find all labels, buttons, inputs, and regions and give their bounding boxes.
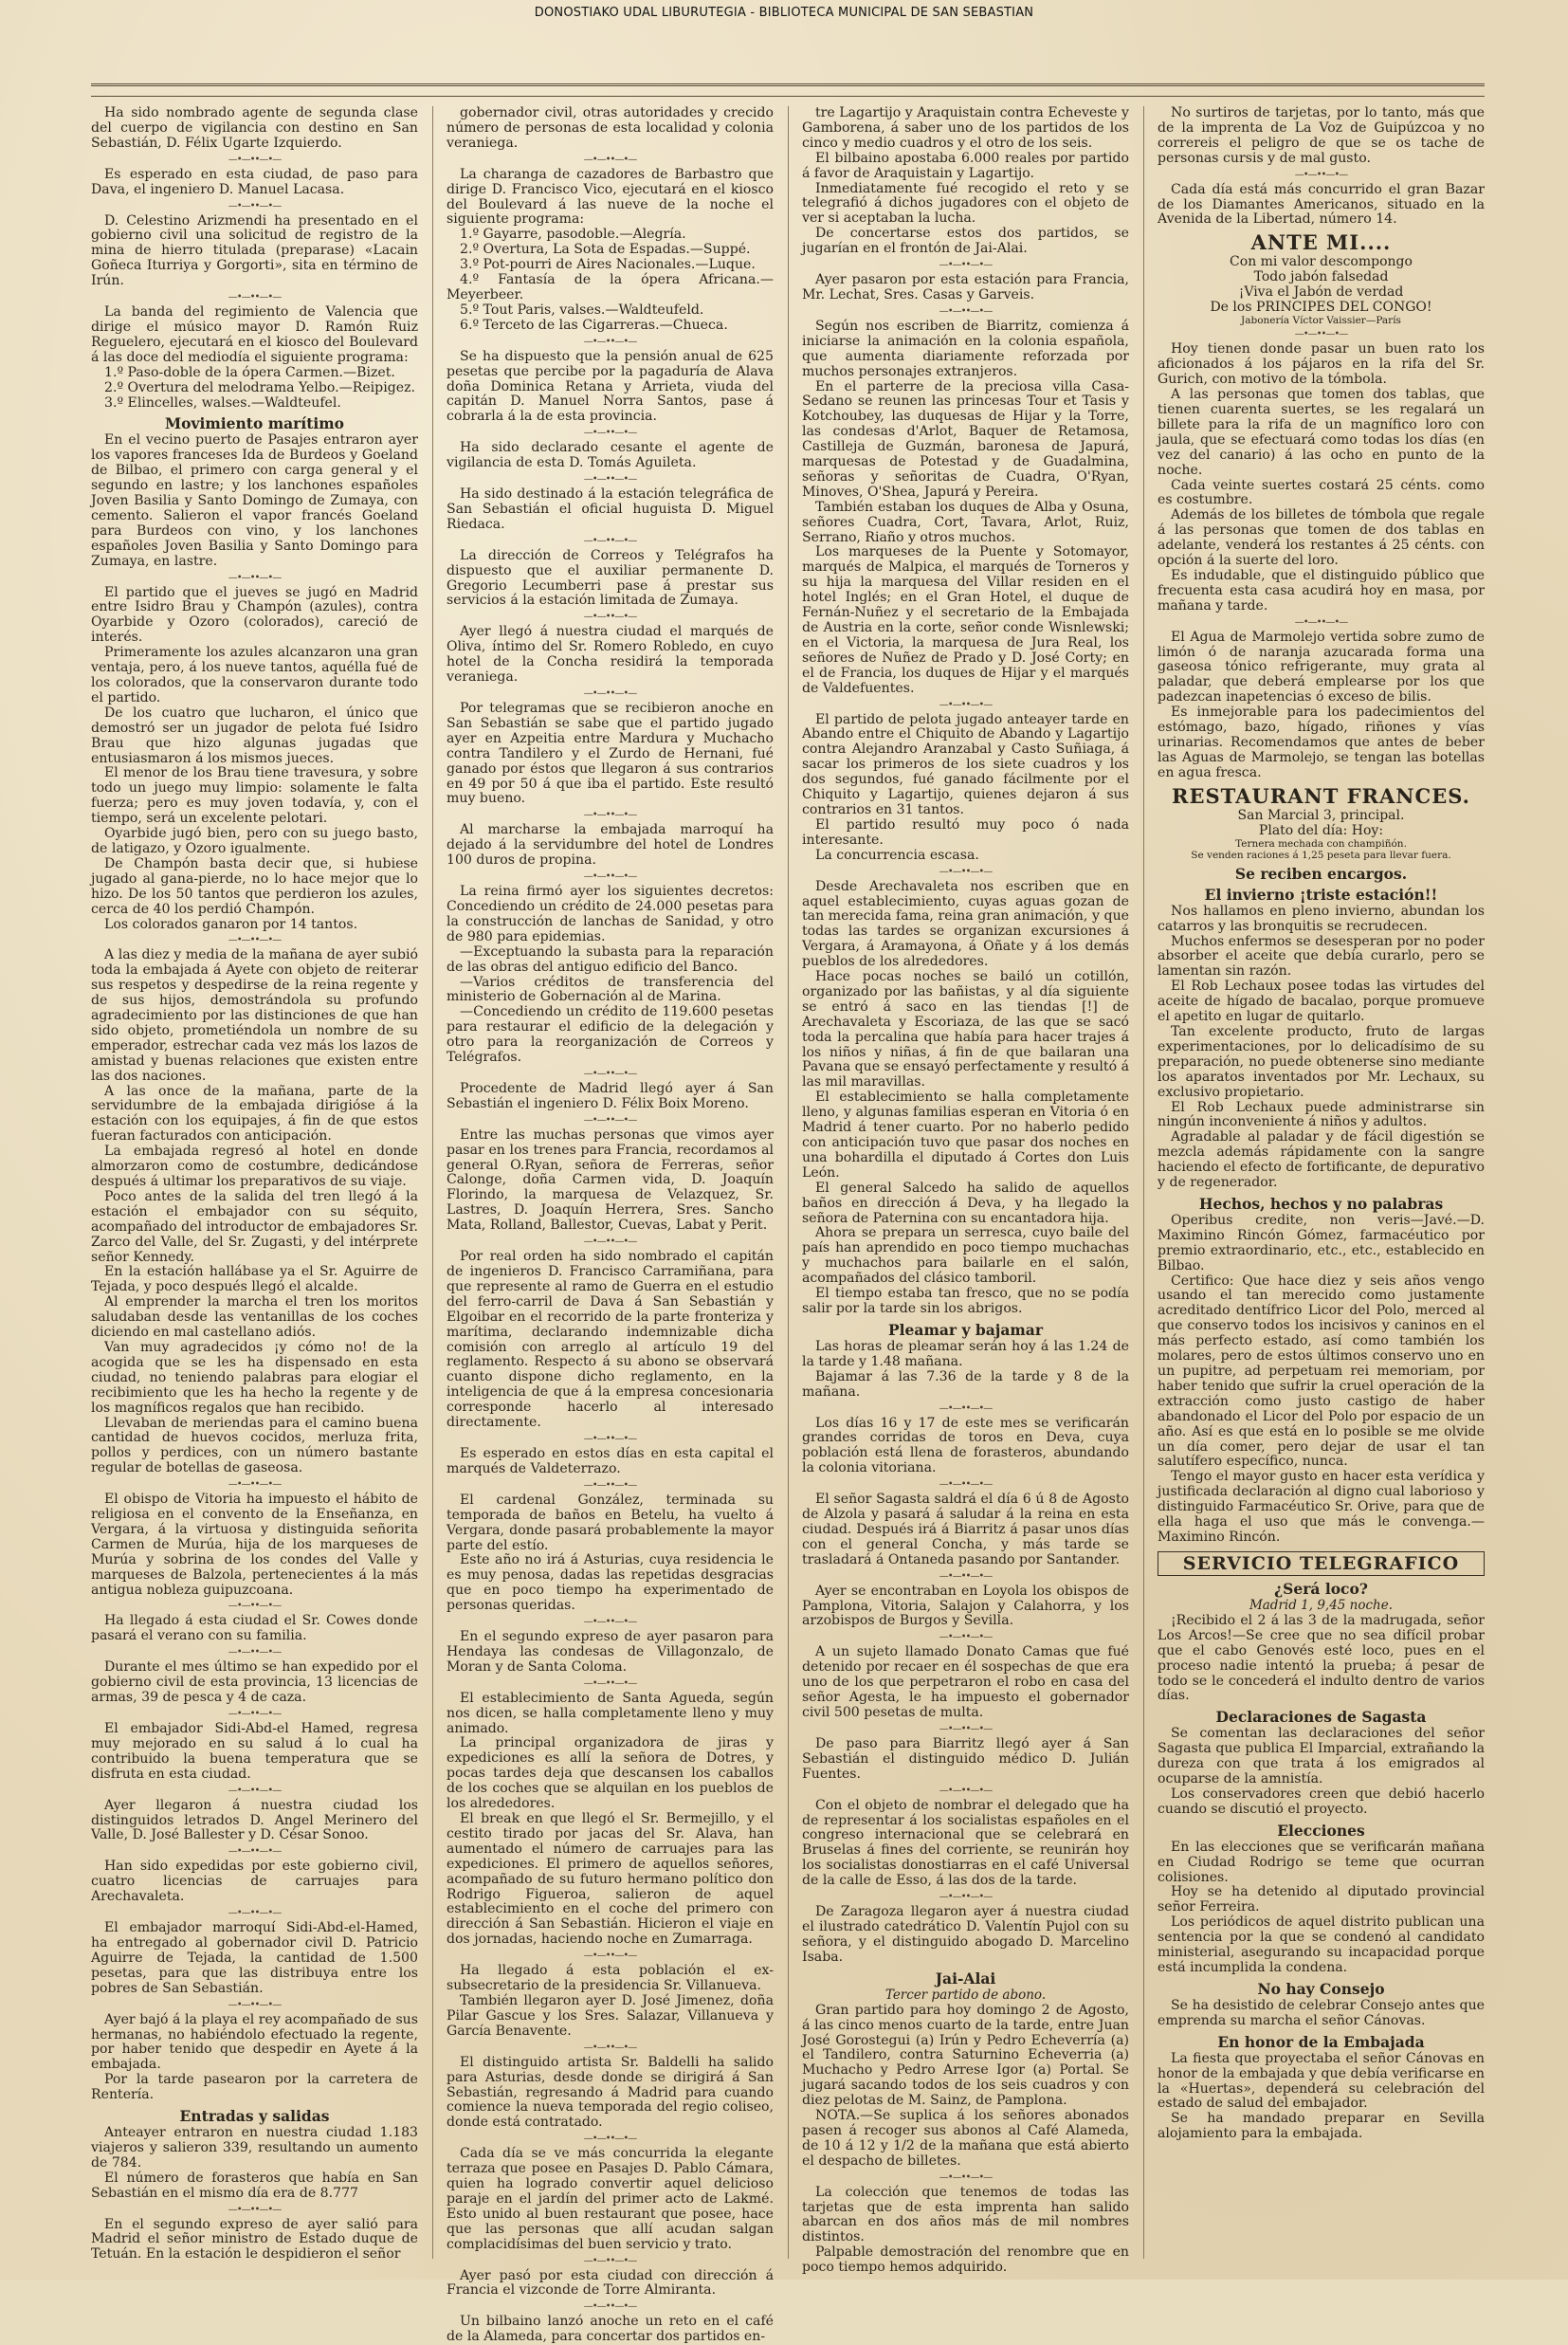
separator: —•—••—•— [228, 1785, 282, 1796]
column-3 [802, 105, 1129, 2276]
news-item: Ha sido nombrado agente de segunda clase del cuerpo de vigilancia con destino en San Sebastián, D. Félix Ugarte Izquierdo. [91, 105, 418, 151]
news-item: gobernador civil, otras autoridades y crecido número de personas de esta localidad y colonia veraniega. [447, 105, 774, 151]
news-item: ¡Recibido el 2 á las 3 de la madrugada, señor Los Arcos!—Se cree que no sea difícil probar que el cabo Genovés esté loco, pues en el proceso nadie intentó la prueba; á pesar de todo se le concederá el indulto dentro de varios días. [1158, 1612, 1485, 1704]
news-item: La banda del regimiento de Valencia que dirige el músico mayor D. Ramón Ruiz Reguelero, ejecutará en el kiosco del Boulevard á las doce del mediodía el siguiente programa: [91, 304, 418, 365]
news-item: El señor Sagasta saldrá el día 6 ú 8 de Agosto de Alzola y pasará á saludar á la reina en esta ciudad. Después irá á Biarritz á pasar unos días con el general Concha, y más tarde se trasladará á Ontaneda pasando por Santander. [802, 1492, 1129, 1567]
program-item: 4.º Fantasía de la ópera Africana.—Meyerbeer. [447, 272, 774, 302]
news-item: Los días 16 y 17 de este mes se verificarán grandes corridas de toros en Deva, cuya población está llena de forasteros, abundando la colonia vitoriana. [802, 1415, 1129, 1476]
separator: —•—••—•— [939, 1570, 993, 1582]
news-item: Es inmejorable para los padecimientos del estómago, bazo, hígado, riñones y vías urinarias. Recomendamos que antes de beber las Aguas de Marmolejo, se tengan las botellas en agua fresca. [1158, 705, 1485, 780]
separator: —•—••—•— [583, 474, 637, 485]
ad-title: RESTAURANT FRANCES. [1172, 783, 1470, 808]
news-item: El Agua de Marmolejo vertida sobre zumo de limón ó de naranja azucarada forma una gaseosa tónico refrigerante, muy grata al paladar, que deberá emplearse por los que padezcan inapetencias ó exceso de bilis. [1158, 629, 1485, 705]
column-1 [91, 105, 418, 2263]
separator: —•—••—•— [583, 336, 637, 347]
news-item: Anteayer entraron en nuestra ciudad 1.183 viajeros y salieron 339, resultando un aumento de 784. [91, 2125, 418, 2171]
news-item: La dirección de Correos y Telégrafos ha dispuesto que el auxiliar permanente D. Gregorio Lecumberri pase á prestar sus servicios á la estación limitada de Zumaya. [447, 547, 774, 609]
section-subheading: Tercer partido de abono. [884, 1987, 1047, 2003]
news-item: Agradable al paladar y de fácil digestión se mezcla además rápidamente con la sangre haciendo el efecto de fortificante, de depurativo y de regenerador. [1158, 1129, 1485, 1191]
news-item: Oyarbide jugó bien, pero con su juego basto, de latigazo, y Ozoro igualmente. [91, 826, 418, 856]
separator: —•—••—•— [583, 871, 637, 883]
section-heading: Hechos, hechos y no palabras [1198, 1194, 1444, 1213]
separator: —•—••—•— [583, 1433, 637, 1444]
separator: —•—••—•— [583, 1114, 637, 1126]
news-item: Además de los billetes de tómbola que regale á las personas que tomen de dos tablas en adelante, venderá los restantes á 25 cénts. con opción á la suerte del loro. [1158, 507, 1485, 569]
separator: —•—••—•— [583, 688, 637, 699]
news-item: Han sido expedidas por este gobierno civil, cuatro licencias de carruajes para Arechavaleta. [91, 1859, 418, 1905]
separator: —•—••—•— [228, 1999, 282, 2010]
news-item: El número de forasteros que había en San Sebastián en el mismo día era de 8.777 [91, 2170, 418, 2201]
separator: —•—••—•— [583, 1479, 637, 1491]
news-item: El distinguido artista Sr. Baldelli ha salido para Asturias, desde donde se dirigirá á San Sebastián, regresando á Madrid para cuando comience la nueva temporada del regio coliseo, donde está contratado. [447, 2054, 774, 2131]
telegraph-banner: SERVICIO TELEGRAFICO [1158, 1551, 1485, 1576]
news-item: Llevaban de meriendas para el camino buena cantidad de huevos cocidos, merluza frita, pollos y perdices, con un número bastante regular de botellas de gaseosa. [91, 1415, 418, 1476]
news-item: D. Celestino Arizmendi ha presentado en el gobierno civil una solicitud de registro de la mina de hierro titulada (preparase) «Lacain Goñeca Iturriya y Gorgorti», sita en término de Irún. [91, 212, 418, 289]
program-item: 2.º Overtura del melodrama Yelbo.—Reipigez. [104, 379, 415, 395]
section-heading: Movimiento marítimo [165, 414, 344, 433]
news-item: A las personas que tomen dos tablas, que tienen cuarenta suertes, se les regalará un billete para la rifa de un magnífico loro con jaula, que se efectuará como todas los días (en vez del canario) á las ocho en punto de la noche. [1158, 387, 1485, 478]
news-item: Ayer bajó á la playa el rey acompañado de sus hermanas, no habiéndolo efectuado la regente, por haber tenido que despedir en Ayete á la embajada. [91, 2011, 418, 2073]
ad-title: ANTE MI.... [1250, 230, 1392, 255]
news-item: El establecimiento de Santa Agueda, según nos dicen, se halla completamente lleno y muy animado. [447, 1690, 774, 1736]
news-item: En el segundo expreso de ayer pasaron para Hendaya las condesas de Villagonzalo, de Moran y de Santa Coloma. [447, 1629, 774, 1675]
separator: —•—••—•— [583, 1677, 637, 1689]
news-item: De Champón basta decir que, si hubiese jugado al gana-pierde, no lo hace mejor que lo hizo. De los 50 tantos que perdieron los azules, cerca de 40 los perdió Champón. [91, 855, 418, 917]
news-item: Gran partido para hoy domingo 2 de Agosto, á las cinco menos cuarto de la tarde, entre Juan José Gorostegui (a) Irún y Pedro Echeverría (a) el Tandilero, contra Saturnino Echeverria (a) Muchacho y Pedro Arrese Igor (a) Portal. Se jugará sacando todos de los seis cuadros y con diez pelotas de M. Sainz, de Pamplona. [802, 2002, 1129, 2109]
news-item: También llegaron ayer D. José Jimenez, doña Pilar Gascue y los Sres. Salazar, Villanueva y García Benavente. [447, 1992, 774, 2039]
news-item: También estaban los duques de Alba y Osuna, señores Cuadra, Cort, Tavara, Arlot, Ruiz, Serrano, Riaño y otros muchos. [802, 499, 1129, 545]
news-item: Ahora se prepara un serresca, cuyo baile del país han aprendido en poco tiempo muchachas y muchachos para bailarle en el salón, acompañados del clásico tamboril. [802, 1225, 1129, 1287]
news-item: Es esperado en estos días en esta capital el marqués de Valdeterrazo. [447, 1445, 774, 1476]
news-item: Se ha desistido de celebrar Consejo antes que emprenda su marcha el señor Cánovas. [1158, 1997, 1485, 2028]
separator: —•—••—•— [228, 1846, 282, 1858]
news-item: El general Salcedo ha salido de aquellos baños en dirección á Deva, y ha llegado la señora de Paternina con su encantadora hija. [802, 1180, 1129, 1226]
program-item: 5.º Tout Paris, valses.—Waldteufeld. [460, 302, 704, 318]
news-item: Inmediatamente fué recogido el reto y se telegrafió á dichos jugadores con el objeto de ver si aceptaban la lucha. [802, 180, 1129, 227]
news-item: La embajada regresó al hotel en donde almorzaron como de costumbre, dedicándose después á ultimar los preparativos de su viaje. [91, 1144, 418, 1189]
news-item: En el segundo expreso de ayer salió para Madrid el señor ministro de Estado duque de Tetuán. En la estación le despidieron el señor [91, 2216, 418, 2263]
separator: —•—••—•— [583, 810, 637, 821]
separator: —•—••—•— [939, 1892, 993, 1903]
separator: —•—••—•— [228, 200, 282, 211]
news-item: Hoy se ha detenido al diputado provincial señor Ferreira. [1158, 1884, 1485, 1915]
news-item: Operibus credite, non veris—Javé.—D. Maximino Rincón Gómez, farmacéutico por premio extraordinario, etc., etc., establecido en Bilbao. [1158, 1212, 1485, 1273]
section-heading: En honor de la Embajada [1217, 2032, 1425, 2051]
news-item: Ayer pasaron por esta estación para Francia, Mr. Lechat, Sres. Casas y Garveis. [802, 272, 1129, 302]
ad-line: Plato del día: Hoy: [1258, 822, 1384, 838]
news-item: Procedente de Madrid llegó ayer á San Sebastián el ingeniero D. Félix Boix Moreno. [447, 1080, 774, 1111]
news-item: Hoy tienen donde pasar un buen rato los aficionados á los pájaros en la rifa del Sr. Gurich, con motivo de la tómbola. [1158, 341, 1485, 388]
news-item: La concurrencia escasa. [815, 847, 979, 863]
separator: —•—••—•— [939, 305, 993, 317]
separator: —•—••—•— [939, 1479, 993, 1491]
news-item: Hace pocas noches se bailó un cotillón, organizado por las bañistas, y al día siguiente se entró á saco en las tiendas [!] de Arechavaleta y Escoriaza, de las que se sacó toda la percalina que había para hacer trajes á los niños y niñas, á fin de que bailaran una Pavana que se ensayó perfectamente y resultó á las mil maravillas. [802, 969, 1129, 1090]
column-rule [1143, 106, 1144, 2259]
program-item: 3.º Pot-pourri de Aires Nacionales.—Luque. [460, 257, 756, 273]
column-rule [432, 106, 433, 2259]
separator: —•—••—•— [228, 292, 282, 303]
news-item: El menor de los Brau tiene travesura, y sobre todo un juego muy limpio: solamente le falta fuerza; pero es muy joven todavía, y, con el tiempo, será un excelente pelotari. [91, 765, 418, 827]
ad-line: Jabonería Víctor Vaissier—París [1241, 315, 1401, 327]
news-item: Certifico: Que hace diez y seis años vengo usando el tan merecido como justamente acreditado dentífrico Licor del Polo, merced al que conservo todos los incisivos y caninos en el más perfecto estado, así como también los molares, pero de estos últimos conservo uno en un pupitre, ad perpetuam rei memoriam, por haber tenido que sufrir la cruel operación de la extracción como justo castigo de haber abandonado el Licor del Polo por espacio de un año. Así es que está en lo posible se me olvide un día comer, pero dejar de usar el tan salutífero específico, nunca. [1158, 1273, 1485, 1470]
separator: —•—••—•— [1294, 616, 1348, 628]
separator: —•—••—•— [1294, 169, 1348, 180]
section-heading: Jai-Alai [935, 1969, 996, 1988]
separator: —•—••—•— [228, 1709, 282, 1719]
news-item: El Rob Lechaux puede administrarse sin ningún inconveniente á niños y adultos. [1158, 1099, 1485, 1130]
separator: —•—••—•— [228, 1601, 282, 1612]
news-item: En la estación hallábase ya el Sr. Aguirre de Tejada, y poco después llegó el alcalde. [91, 1264, 418, 1295]
news-item: La colección que tenemos de todas las tarjetas que de esta imprenta han salido abarcan en dos años más de mil nombres distintos. [802, 2184, 1129, 2245]
separator: —•—••—•— [583, 1237, 637, 1248]
news-item: De concertarse estos dos partidos, se jugarían en el frontón de Jai-Alai. [802, 226, 1129, 257]
news-item: En las elecciones que se verificarán mañana en Ciudad Rodrigo se teme que ocurran colisiones. [1158, 1839, 1485, 1885]
news-item: Van muy agradecidos ¡y cómo no! de la acogida que se les ha dispensado en esta ciudad, no teniendo palabras para elogiar el recibimiento que les ha hecho la regente y de los magníficos regalos que han recibido. [91, 1339, 418, 1416]
news-item: Ayer llegaron á nuestra ciudad los distinguidos letrados D. Angel Merinero del Valle, D. José Ballester y D. César Sonoo. [91, 1797, 418, 1843]
news-item: A las once de la mañana, parte de la servidumbre de la embajada dirigióse á la estación con los equipajes, á fin de que estos fueran facturados con anticipación. [91, 1083, 418, 1145]
news-item: Los periódicos de aquel distrito publican una sentencia por la que se condenó al candidato ministerial, asegurando su incapacidad porque está incumplida la condena. [1158, 1914, 1485, 1975]
program-item: 1.º Paso-doble de la ópera Carmen.—Bizet. [104, 364, 395, 380]
news-item: Según nos escriben de Biarritz, comienza á iniciarse la animación en la colonia española, que aumenta diariamente reforzada por muchos personajes extranjeros. [802, 318, 1129, 379]
news-item: Cada día se ve más concurrida la elegante terraza que posee en Pasajes D. Pablo Cámara, quien ha logrado convertir aquel delicioso paraje en el jardín del primer acto de Lakmé. Esto unido al buen restaurant que posee, hace que las personas que allí acudan salgan complacidísimas del buen servicio y trato. [447, 2146, 774, 2252]
separator: —•—••—•— [228, 2204, 282, 2215]
news-item: La charanga de cazadores de Barbastro que dirige D. Francisco Vico, ejecutará en el kiosco del Boulevard á las nueve de la noche el siguiente programa: [447, 166, 774, 228]
separator: —•—••—•— [939, 1632, 993, 1643]
news-item: Al emprender la marcha el tren los moritos saludaban desde las ventanillas de los coches diciendo en mal castellano adiós. [91, 1294, 418, 1341]
news-item: Se comentan las declaraciones del señor Sagasta que publica El Imparcial, extrañando la dureza con que trata á los emigrados al ocuparse de la amnistía. [1158, 1726, 1485, 1787]
news-item: De los cuatro que lucharon, el único que demostró ser un jugador de pelota fué Isidro Brau que hizo algunas jugadas que entusiasmaron á los mismos jueces. [91, 705, 418, 766]
separator: —•—••—•— [228, 154, 282, 165]
news-item: Los colorados ganaron por 14 tantos. [104, 916, 358, 932]
news-item: —Concediendo un crédito de 119.600 pesetas para restaurar el edificio de la delegación y otro para la reorganización de Correos y Telégrafos. [447, 1004, 774, 1066]
separator: —•—••—•— [939, 1785, 993, 1796]
separator: —•—••—•— [939, 2171, 993, 2183]
news-item: Los marqueses de la Puente y Sotomayor, marqués de Malpica, el marqués de Torneros y su hija la marquesa del Villar residen en el hotel Inglés; en el Gran Hotel, el duque de Fernán-Nuñez y el secretario de la Embajada de Austria en la corte, señor conde Wisnlewski; en el Victoria, la marquesa de Jura Real, los señores de Nuñez de Prado y D. José Corty; en el de Francia, los duques de Hijar y el marqués de Valdefuentes. [802, 544, 1129, 696]
news-item: Durante el mes último se han expedido por el gobierno civil de esta provincia, 13 licencias de armas, 39 de pesca y 4 de caza. [91, 1659, 418, 1706]
news-item: A las diez y media de la mañana de ayer subió toda la embajada á Ayete con objeto de reiterar sus respetos y despedirse de la reina regente y de sus hijos, demostrándola su profundo agradecimiento por las distinciones de que han sido objeto, prometiéndola un nombre de su emperador, estrechar cada vez más los lazos de amistad y buenas relaciones que existen entre las dos naciones. [91, 947, 418, 1084]
news-item: La principal organizadora de jiras y expediciones es allí la señora de Dotres, y pocas tardes deja que descansen los caballos de los coches que se alquilan en los pueblos de los alrededores. [447, 1735, 774, 1812]
news-item: Nos hallamos en pleno invierno, abundan los catarros y las bronquitis se recrudecen. [1158, 903, 1485, 934]
separator: —•—••—•— [939, 1402, 993, 1414]
news-item: Las horas de pleamar serán hoy á las 1.24 de la tarde y 1.48 mañana. [802, 1338, 1129, 1369]
news-item: NOTA.—Se suplica á los señores abonados pasen á recoger sus abonos al Café Alameda, de 10 á 12 y 1/2 de la mañana que está abierto el despacho de billetes. [802, 2108, 1129, 2169]
ad-line: De los PRINCIPES DEL CONGO! [1210, 300, 1432, 316]
news-item: Tengo el mayor gusto en hacer esta verídica y justificada declaración al digno cual laborioso y distinguido Farmacéutico Sr. Orive, para que de ella haga el uso que más le convenga.—Maximino Rincón. [1158, 1469, 1485, 1545]
separator: —•—••—•— [228, 1479, 282, 1491]
separator: —•—••—•— [939, 260, 993, 271]
separator: —•—••—•— [583, 612, 637, 623]
top-rule [91, 83, 1485, 97]
news-item: Con el objeto de nombrar el delegado que ha de representar á los socialistas españoles en el congreso internacional que se celebrará en Bruselas á fines del corriente, se reunirán hoy los socialistas donostiarras en el café Universal de la calle de Esso, á las dos de la tarde. [802, 1797, 1129, 1889]
news-item: Este año no irá á Asturias, cuya residencia le es muy penosa, dadas las repetidas desgracias que en poco tiempo ha experimentado de personas queridas. [447, 1552, 774, 1614]
news-item: tre Lagartijo y Araquistain contra Echeveste y Gamborena, á saber uno de los partidos de los cinco y medio cuadros y el otro de los seis. [802, 105, 1129, 151]
news-item: Es esperado en esta ciudad, de paso para Dava, el ingeniero D. Manuel Lacasa. [91, 166, 418, 197]
news-item: Ayer llegó á nuestra ciudad el marqués de Oliva, íntimo del Sr. Romero Robledo, en cuyo hotel de la Concha residirá la temporada veraniega. [447, 624, 774, 686]
section-heading: No hay Consejo [1257, 1979, 1385, 1998]
news-item: El embajador Sidi-Abd-el Hamed, regresa muy mejorado en su salud á lo cual ha contribuido la buena temperatura que se disfruta en esta ciudad. [91, 1721, 418, 1782]
ad-line: San Marcial 3, principal. [1237, 807, 1405, 823]
column-4 [1158, 106, 1485, 2259]
separator: —•—••—•— [583, 154, 637, 165]
news-item: Un bilbaino lanzó anoche un reto en el café de la Alameda, para concertar dos partidos en- [447, 2314, 774, 2345]
section-heading: Entradas y salidas [179, 2107, 330, 2126]
news-item: Los conservadores creen que debió hacerlo cuando se discutió el proyecto. [1158, 1786, 1485, 1817]
news-item: Por la tarde pasearon por la carretera de Rentería. [91, 2072, 418, 2103]
news-item: El establecimiento se halla completamente lleno, y algunas familias esperan en Vitoria ó en Madrid á tener cuarto. Por no haberlo pedido con anticipación tuvo que pasar dos noches en una bohardilla el diputado á Cortes don Luis León. [802, 1090, 1129, 1181]
separator: —•—••—•— [583, 535, 637, 546]
separator: —•—••—•— [583, 1951, 637, 1962]
news-item: El embajador marroquí Sidi-Abd-el-Hamed, ha entregado al gobernador civil D. Patricio Aguirre de Tejada, la cantidad de 1.500 pesetas, para que las distribuya entre los pobres de San Sebastián. [91, 1920, 418, 1996]
separator: —•—••—•— [228, 935, 282, 946]
news-item: La reina firmó ayer los siguientes decretos: Concediendo un crédito de 24.000 pesetas para la construcción de lanchas de Sanidad, y otro de 980 para epidemias. [447, 884, 774, 944]
ad-line: Se venden raciones á 1,25 peseta para llevar fuera. [1191, 849, 1451, 861]
separator: —•—••—•— [583, 2301, 637, 2313]
section-heading: Elecciones [1277, 1821, 1365, 1840]
news-item: El tiempo estaba tan fresco, que no se podía salir por la tarde sin los abrigos. [802, 1286, 1129, 1316]
news-item: No surtiros de tarjetas, por lo tanto, más que de la imprenta de La Voz de Guipúzcoa y no correreis el peligro de que se os tache de personas cursis y de mal gusto. [1158, 105, 1485, 166]
separator: —•—••—•— [228, 572, 282, 583]
news-item: Muchos enfermos se desesperan por no poder absorber el aceite que debía curarlo, pero se lamentan sin razón. [1158, 933, 1485, 980]
news-item: De Zaragoza llegaron ayer á nuestra ciudad el ilustrado catedrático D. Valentín Pujol con su señora, y el distinguido abogado D. Marcelino Isaba. [802, 1904, 1129, 1965]
separator: —•—••—•— [583, 2134, 637, 2145]
news-item: De paso para Biarritz llegó ayer á San Sebastián el distinguido médico D. Julián Fuentes. [802, 1735, 1129, 1782]
separator: —•—••—•— [583, 1068, 637, 1079]
ad-line: Ternera mechada con champiñón. [1235, 837, 1407, 850]
section-heading: El invierno ¡triste estación!! [1204, 885, 1438, 904]
news-item: El Rob Lechaux posee todas las virtudes del aceite de hígado de bacalao, porque promueve el apetito en lugar de quitarlo. [1158, 979, 1485, 1025]
column-rule [788, 106, 789, 2259]
news-item: El partido que el jueves se jugó en Madrid entre Isidro Brau y Champón (azules), contra Oyarbide y Ozoro (colorados), careció de interés. [91, 584, 418, 646]
separator: —•—••—•— [939, 866, 993, 877]
news-item: Tan excelente producto, fruto de largas experimentaciones, por lo delicadísimo de su preparación, no puede obtenerse sino mediante los aparatos inventados por Mr. Lechaux, su exclusivo propietario. [1158, 1023, 1485, 1100]
news-item: Poco antes de la salida del tren llegó á la estación el embajador con su séquito, acompañado del introductor de embajadores Sr. Zarco del Valle, del Sr. Zugasti, y del intérprete señor Kennedy. [91, 1188, 418, 1265]
news-item: El obispo de Vitoria ha impuesto el hábito de religiosa en el convento de la Enseñanza, en Vergara, á la virtuosa y distinguida señorita Carmen de Murúa, hija de los marqueses de Murúa y sobrina de los condes del Valle y marqueses de Balzola, pertenecientes á la más antigua nobleza guipuzcoana. [91, 1492, 418, 1598]
separator: —•—••—•— [228, 1647, 282, 1658]
news-item: Se ha dispuesto que la pensión anual de 625 pesetas que percibe por la pagaduría de Alava doña Dominica Retana y Arrieta, viuda del capitán D. Manuel Norra Santos, pase á cobrarla á la de esta provincia. [447, 348, 774, 425]
separator: —•—••—•— [228, 1908, 282, 1919]
news-item: Ha sido declarado cesante el agente de vigilancia de esta D. Tomás Aguileta. [447, 440, 774, 471]
separator: —•—••—•— [583, 2255, 637, 2266]
section-heading: Declaraciones de Sagasta [1215, 1708, 1427, 1727]
news-item: Entre las muchas personas que vimos ayer pasar en los trenes para Francia, recordamos al general O.Ryan, señora de Ferreras, señor Calonge, doña Carmen vida, D. Joaquín Florindo, la marquesa de Velazquez, Sr. Lastres, D. Joaquín Herrera, Sres. Sancho Mata, Rolland, Ballestor, Cuevas, Labat y Perit. [447, 1127, 774, 1234]
news-item: Cada veinte suertes costará 25 cénts. como es costumbre. [1158, 477, 1485, 508]
ad-line: Todo jabón falsedad [1253, 269, 1389, 285]
separator: —•—••—•— [583, 2042, 637, 2053]
news-item: Ayer pasó por esta ciudad con dirección á Francia el vizconde de Torre Almiranta. [447, 2267, 774, 2299]
program-item: 2.º Overtura, La Sota de Espadas.—Suppé. [460, 242, 751, 258]
separator: —•—••—•— [583, 1617, 637, 1628]
news-item: Ha sido destinado á la estación telegráfica de San Sebastián el oficial huguista D. Miguel Riedaca. [447, 486, 774, 532]
news-item: Es indudable, que el distinguido público que frecuenta esta casa acudirá hoy en masa, por mañana y tarde. [1158, 567, 1485, 614]
news-item: Por telegramas que se recibieron anoche en San Sebastián se sabe que el partido jugado ayer en Azpeitia entre Mardura y Muchacho contra Tandilero y el Zurdo de Hernani, fué ganado por éstos que llegaron á sus contrarios en 49 por 50 á que iba el partido. Este resultó muy bueno. [447, 701, 774, 807]
news-item: El bilbaino apostaba 6.000 reales por partido á favor de Araquistain y Lagartijo. [802, 150, 1129, 181]
news-item: Se ha mandado preparar en Sevilla alojamiento para la embajada. [1158, 2111, 1485, 2142]
columns [91, 105, 1485, 2345]
news-item: Ayer se encontraban en Loyola los obispos de Pamplona, Vitoria, Salajon y Calahorra, y los arzobispos de Burgos y Sevilla. [802, 1583, 1129, 1629]
news-item: A un sujeto llamado Donato Camas que fué detenido por recaer en él sospechas de que era uno de los que perpetraron el robo en casa del señor Agesta, le ha impuesto el gobernador civil 500 pesetas de multa. [802, 1644, 1129, 1720]
separator: —•—••—•— [939, 699, 993, 710]
news-item: En el parterre de la preciosa villa Casa-Sedano se reunen las princesas Tour et Tasis y Kotchoubey, las duquesas de Hijar y la Torre, las condesas d'Arlot, Baquer de Retamosa, Castilleja de Guzmán, baronesa de Japurá, marquesas de Potestad y de Guadalmina, señoras y señoritas de Cuadra, O'Ryan, Minoves, O'Shea, Japurá y Pereira. [802, 378, 1129, 500]
archive-header: DONOSTIAKO UDAL LIBURUTEGIA - BIBLIOTECA MUNICIPAL DE SAN SEBASTIAN [534, 6, 1034, 20]
separator: —•—••—•— [939, 1723, 993, 1734]
news-item: El partido resultó muy poco ó nada interesante. [802, 816, 1129, 848]
news-item: Por real orden ha sido nombrado el capitán de ingenieros D. Francisco Carramiñana, para que represente al ramo de Guerra en el estudio del ferro-carril de Dava á San Sebastián y Elgoibar en el recorrido de la parte fronteriza y marítima, declarando indemnizable dicha comisión con arreglo al artículo 19 del reglamento. Respecto á su abono se observará cuanto dispone dicho reglamento, en la inteligencia de que á la empresa concesionaria corresponde hacerlo al interesado directamente. [447, 1249, 774, 1431]
news-item: En el vecino puerto de Pasajes entraron ayer los vapores franceses Ida de Burdeos y Goeland de Bilbao, el primero con carga general y el segundo en lastre; y los lanchones españoles Joven Basilia y Santo Domingo de Zumaya, con cemento. Salieron el vapor francés Goeland para Burdeos con vino, y los lanchones españoles Joven Basilia y Santo Domingo para Zumaya, en lastre. [91, 432, 418, 569]
section-heading: ¿Será loco? [1274, 1579, 1368, 1598]
program-item: 6.º Terceto de las Cigarreras.—Chueca. [460, 317, 728, 333]
news-item: Desde Arechavaleta nos escriben que en aquel establecimiento, cuyas aguas gozan de tan merecida fama, reina gran animación, y que todas las tardes se organizan excursiones á Vergara, á Aramayona, á Oñate y á los demás pueblos de los alrededores. [802, 878, 1129, 970]
news-item: El cardenal González, terminada su temporada de baños en Betelu, ha vuelto á Vergara, donde pasará probablemente la mayor parte del estío. [447, 1492, 774, 1553]
news-item: Palpable demostración del renombre que en poco tiempo hemos adquirido. [802, 2244, 1129, 2276]
news-item: Bajamar á las 7.36 de la tarde y 8 de la mañana. [802, 1368, 1129, 1400]
news-item: Ha llegado á esta ciudad el Sr. Cowes donde pasará el verano con su familia. [91, 1613, 418, 1644]
separator: —•—••—•— [1294, 329, 1348, 340]
news-item: Primeramente los azules alcanzaron una gran ventaja, pero, á los nueve tantos, aquélla fué de los colorados, que la conservaron durante todo el partido. [91, 645, 418, 705]
news-item: El break en que llegó el Sr. Bermejillo, y el cestito tirado por jacas del Sr. Alava, han aumentado el número de carruajes para las expediciones. El primero de aquellos señores, acompañado de su futuro hermano político don Rodrigo Figueroa, salieron de aquel establecimiento en el coche del primero con dirección á San Sebastián. Hicieron el viaje en dos jornadas, haciendo noche en Zumarraga. [447, 1811, 774, 1948]
ad-line: Con mi valor descompongo [1230, 254, 1413, 270]
section-heading: Pleamar y bajamar [888, 1320, 1043, 1339]
program-item: 1.º Gayarre, pasodoble.—Alegría. [460, 227, 686, 243]
news-item: Al marcharse la embajada marroquí ha dejado á la servidumbre del hotel de Londres 100 duros de propina. [447, 822, 774, 869]
separator: —•—••—•— [583, 428, 637, 439]
news-item: El partido de pelota jugado anteayer tarde en Abando entre el Chiquito de Abando y Lagartijo contra Alejandro Aranzabal y Casto Suñiaga, á sacar los primeros de los siete cuadros y los dos segundos, fué ganado fácilmente por el Chiquito y Lagartijo, quienes dejaron á sus contrarios en 31 tantos. [802, 711, 1129, 817]
news-item: —Varios créditos de transferencia del ministerio de Gobernación al de Marina. [447, 974, 774, 1005]
news-item: La fiesta que proyectaba el señor Cánovas en honor de la embajada y que debía verificarse en la «Huertas», dependerá su celebración del estado de salud del embajador. [1158, 2050, 1485, 2112]
program-item: 3.º Elincelles, walses.—Waldteufel. [104, 394, 341, 411]
ad-line: ¡Viva el Jabón de verdad [1238, 284, 1404, 301]
news-item: —Exceptuando la subasta para la reparación de las obras del antiguo edificio del Banco. [447, 943, 774, 975]
news-item: Cada día está más concurrido el gran Bazar de los Diamantes Americanos, situado en la Avenida de la Libertad, número 14. [1158, 181, 1485, 228]
news-item: Ha llegado á esta población el ex-subsecretario de la presidencia Sr. Villanueva. [447, 1963, 774, 1994]
ad-line: Se reciben encargos. [1234, 864, 1408, 883]
dateline: Madrid 1, 9,45 noche. [1249, 1597, 1394, 1613]
column-2 [447, 105, 774, 2345]
